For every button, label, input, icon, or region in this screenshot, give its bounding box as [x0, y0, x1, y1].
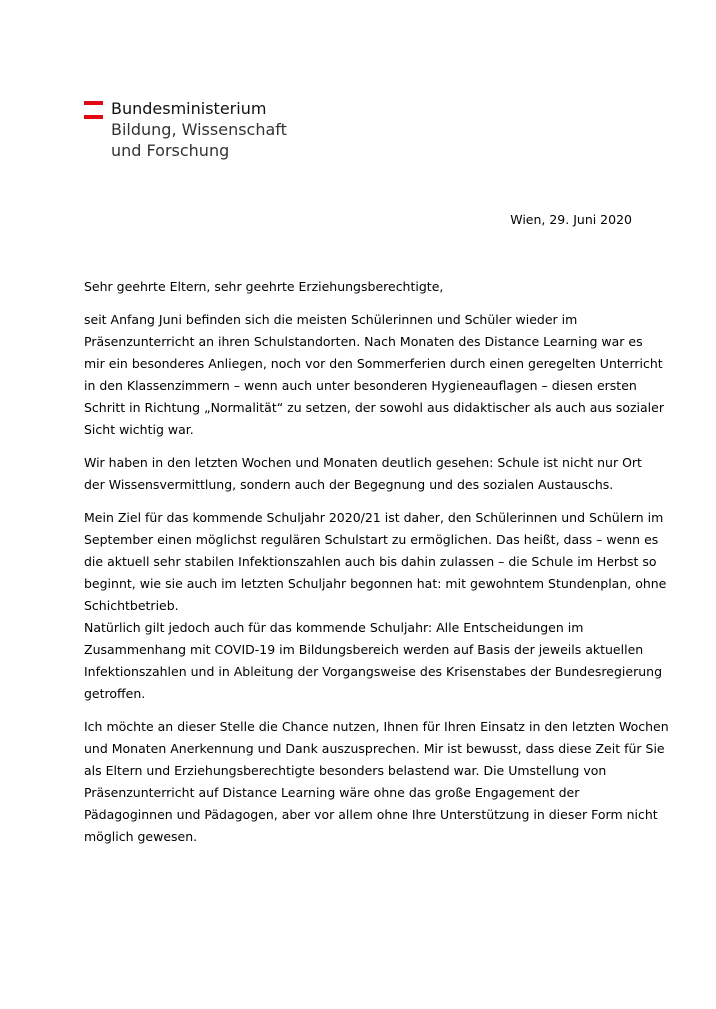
- paragraph-line: Sicht wichtig war.: [84, 422, 194, 437]
- ministry-logo-text: [111, 98, 287, 161]
- logo-line: und Forschung: [111, 141, 230, 160]
- logo-stripe: [84, 108, 103, 112]
- paragraph-line: in den Klassenzimmern – wenn auch unter besonderen Hygieneauflagen – diesen ersten: [84, 378, 637, 393]
- letter-date: Wien, 29. Juni 2020: [510, 212, 632, 227]
- paragraph-line: mir ein besonderes Anliegen, noch vor den Sommerferien durch einen geregelten Unterricht: [84, 356, 663, 371]
- paragraph-line: Pädagoginnen und Pädagogen, aber vor allem ohne Ihre Unterstützung in dieser Form nicht: [84, 807, 658, 822]
- paragraph-line: Ich möchte an dieser Stelle die Chance nutzen, Ihnen für Ihren Einsatz in den letzten Wochen: [84, 719, 669, 734]
- paragraph-line: Präsenzunterricht an ihren Schulstandorten. Nach Monaten des Distance Learning war es: [84, 334, 643, 349]
- body-paragraph: [84, 309, 664, 441]
- paragraph-line: der Wissensvermittlung, sondern auch der Begegnung und des sozialen Austauschs.: [84, 477, 614, 492]
- letter-paragraphs: [84, 309, 669, 848]
- paragraph-line: Schichtbetrieb.: [84, 598, 179, 613]
- paragraph-line: Schritt in Richtung „Normalität“ zu setzen, der sowohl aus didaktischer als auch aus sozialer: [84, 400, 664, 415]
- paragraph-line: Wir haben in den letzten Wochen und Monaten deutlich gesehen: Schule ist nicht nur Ort: [84, 455, 642, 470]
- paragraph-line: seit Anfang Juni befinden sich die meisten Schülerinnen und Schüler wieder im: [84, 312, 578, 327]
- logo-line: Bildung, Wissenschaft: [111, 120, 287, 139]
- paragraph-line: Mein Ziel für das kommende Schuljahr 2020/21 ist daher, den Schülerinnen und Schülern im: [84, 510, 664, 525]
- paragraph-line: und Monaten Anerkennung und Dank auszusprechen. Mir ist bewusst, dass diese Zeit für Sie: [84, 741, 665, 756]
- paragraph-line: möglich gewesen.: [84, 829, 198, 844]
- austrian-flag-logo-icon: [84, 101, 103, 122]
- paragraph-line: beginnt, wie sie auch im letzten Schuljahr begonnen hat: mit gewohntem Stundenplan, ohne: [84, 576, 667, 591]
- logo-line: Bundesministerium: [111, 99, 267, 118]
- logo-stripe: [84, 115, 103, 119]
- paragraph-line: Zusammenhang mit COVID-19 im Bildungsbereich werden auf Basis der jeweils aktuellen: [84, 642, 644, 657]
- body-paragraph: [84, 507, 667, 705]
- paragraph-line: die aktuell sehr stabilen Infektionszahlen auch bis dahin zulassen – die Schule im Herbst so: [84, 554, 657, 569]
- paragraph-line: Präsenzunterricht auf Distance Learning wäre ohne das große Engagement der: [84, 785, 580, 800]
- paragraph-line: Natürlich gilt jedoch auch für das kommende Schuljahr: Alle Entscheidungen im: [84, 620, 584, 635]
- logo-stripe: [84, 101, 103, 105]
- paragraph-line: September einen möglichst regulären Schulstart zu ermöglichen. Das heißt, dass – wenn es: [84, 532, 659, 547]
- body-paragraph: [84, 716, 669, 848]
- paragraph-line: als Eltern und Erziehungsberechtigte besonders belastend war. Die Umstellung von: [84, 763, 607, 778]
- salutation: Sehr geehrte Eltern, sehr geehrte Erziehungsberechtigte,: [84, 279, 444, 294]
- paragraph-line: Infektionszahlen und in Ableitung der Vorgangsweise des Krisenstabes der Bundesregierung: [84, 664, 663, 679]
- letter-body: [84, 276, 669, 859]
- body-paragraph: [84, 452, 642, 496]
- paragraph-line: getroffen.: [84, 686, 146, 701]
